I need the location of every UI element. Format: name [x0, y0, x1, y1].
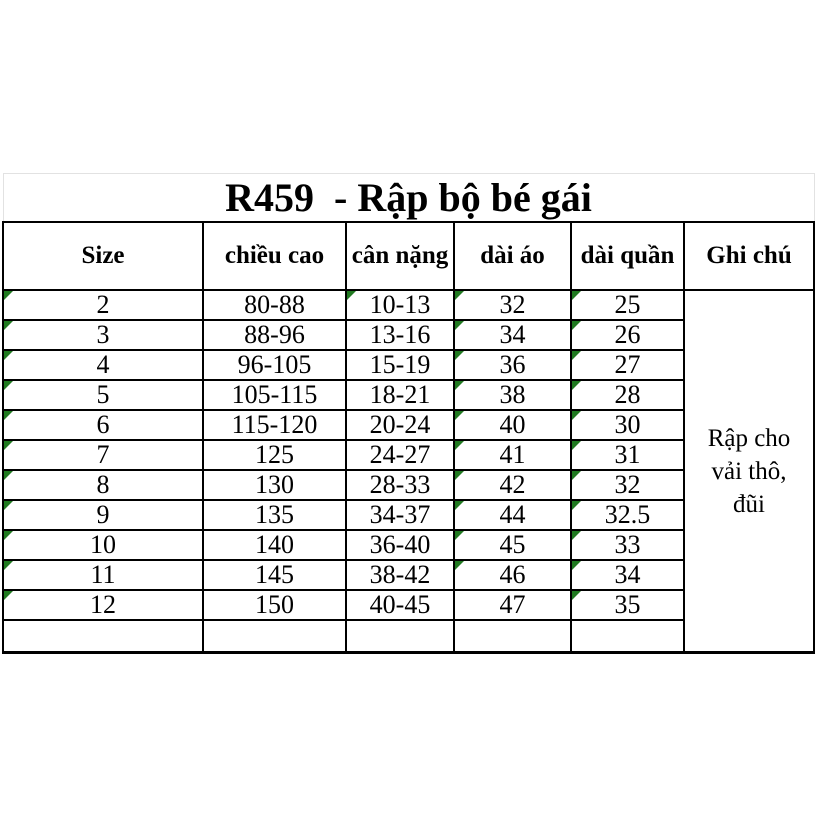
column-header-weight: cân nặng [346, 222, 454, 290]
table-cell [571, 440, 684, 470]
table-cell [346, 590, 454, 620]
table-cell [3, 410, 203, 440]
table-cell [3, 560, 203, 590]
table-cell [454, 440, 571, 470]
table-cell [346, 560, 454, 590]
cell-value: 96-105 [237, 350, 312, 379]
column-header-size: Size [3, 222, 203, 290]
cell-value: 36-40 [369, 530, 431, 559]
table-cell [571, 590, 684, 620]
cell-value: 88-96 [244, 320, 305, 349]
table-cell [571, 530, 684, 560]
column-header-shirt-length: dài áo [454, 222, 571, 290]
error-indicator-triangle-icon [572, 441, 581, 450]
table-cell [203, 470, 346, 500]
table-cell [454, 380, 571, 410]
cell-value: 38-42 [369, 560, 431, 589]
cell-value: 45 [499, 530, 526, 559]
cell-value: 28 [614, 380, 641, 409]
table-cell [454, 290, 571, 320]
cell-value: 125 [255, 440, 294, 469]
table-cell [3, 440, 203, 470]
table-cell [203, 530, 346, 560]
cell-value: 32 [499, 290, 526, 319]
title-row [3, 174, 814, 223]
cell-value: 115-120 [231, 410, 318, 439]
table-cell [203, 320, 346, 350]
error-indicator-triangle-icon [455, 561, 464, 570]
cell-value: 28-33 [369, 470, 431, 499]
table-cell [346, 320, 454, 350]
cell-value: 9 [96, 500, 110, 529]
table-cell [346, 530, 454, 560]
cell-value: 20-24 [369, 410, 431, 439]
table-cell [454, 500, 571, 530]
error-indicator-triangle-icon [455, 411, 464, 420]
table-cell [3, 470, 203, 500]
table-cell [454, 470, 571, 500]
cell-value: 41 [499, 440, 526, 469]
error-indicator-triangle-icon [572, 351, 581, 360]
cell-value: 25 [614, 290, 641, 319]
error-indicator-triangle-icon [455, 321, 464, 330]
table-cell [3, 500, 203, 530]
table-cell [571, 500, 684, 530]
table-row [3, 290, 814, 320]
table-cell [203, 500, 346, 530]
table-cell [346, 290, 454, 320]
table-cell [203, 380, 346, 410]
cell-value: 135 [255, 500, 294, 529]
size-chart-sheet [2, 173, 813, 654]
cell-value: 35 [614, 590, 641, 619]
page-title: R459 - Rập bộ bé gái [3, 174, 814, 223]
table-cell [203, 290, 346, 320]
cell-value: 12 [90, 590, 116, 619]
column-header-pants-length: dài quần [571, 222, 684, 290]
error-indicator-triangle-icon [572, 321, 581, 330]
cell-value: 47 [499, 590, 526, 619]
error-indicator-triangle-icon [572, 471, 581, 480]
table-cell [203, 590, 346, 620]
error-indicator-triangle-icon [572, 291, 581, 300]
cell-value: 3 [96, 320, 110, 349]
error-indicator-triangle-icon [4, 321, 13, 330]
cell-value: 34-37 [369, 500, 431, 529]
table-cell [203, 350, 346, 380]
error-indicator-triangle-icon [4, 351, 13, 360]
table-cell [454, 410, 571, 440]
error-indicator-triangle-icon [455, 381, 464, 390]
table-cell [3, 290, 203, 320]
cell-value: 8 [96, 470, 110, 499]
error-indicator-triangle-icon [572, 501, 581, 510]
error-indicator-triangle-icon [572, 411, 581, 420]
empty-cell [571, 620, 684, 653]
table-cell [571, 320, 684, 350]
error-indicator-triangle-icon [4, 291, 13, 300]
cell-value: 33 [614, 530, 641, 559]
empty-cell [203, 620, 346, 653]
table-cell [203, 410, 346, 440]
table-cell [3, 320, 203, 350]
cell-value: 36 [499, 350, 526, 379]
error-indicator-triangle-icon [572, 591, 581, 600]
error-indicator-triangle-icon [4, 411, 13, 420]
table-cell [571, 380, 684, 410]
cell-value: 13-16 [369, 320, 431, 349]
table-cell [346, 500, 454, 530]
cell-value: 34 [499, 320, 526, 349]
table-cell [346, 440, 454, 470]
cell-value: 26 [614, 320, 641, 349]
error-indicator-triangle-icon [4, 501, 13, 510]
cell-value: 32.5 [604, 500, 651, 529]
table-cell [346, 350, 454, 380]
table-cell [571, 350, 684, 380]
error-indicator-triangle-icon [572, 381, 581, 390]
error-indicator-triangle-icon [4, 381, 13, 390]
cell-value: 31 [614, 440, 641, 469]
cell-value: 34 [614, 560, 641, 589]
table-cell [571, 410, 684, 440]
cell-value: 30 [614, 410, 641, 439]
cell-value: 18-21 [369, 380, 431, 409]
error-indicator-triangle-icon [4, 531, 13, 540]
cell-value: 105-115 [231, 380, 318, 409]
column-header-notes: Ghi chú [684, 222, 814, 290]
size-chart-table [2, 173, 815, 654]
error-indicator-triangle-icon [455, 531, 464, 540]
table-cell [571, 470, 684, 500]
error-indicator-triangle-icon [4, 441, 13, 450]
table-cell [3, 350, 203, 380]
cell-value: 40-45 [369, 590, 431, 619]
cell-value: 15-19 [369, 350, 431, 379]
cell-value: 42 [499, 470, 526, 499]
table-cell [571, 560, 684, 590]
column-header-height: chiều cao [203, 222, 346, 290]
table-cell [203, 440, 346, 470]
table-cell [346, 410, 454, 440]
error-indicator-triangle-icon [455, 351, 464, 360]
error-indicator-triangle-icon [4, 561, 13, 570]
header-row [3, 222, 814, 290]
error-indicator-triangle-icon [455, 471, 464, 480]
table-cell [346, 470, 454, 500]
cell-value: 10-13 [369, 290, 431, 319]
error-indicator-triangle-icon [4, 471, 13, 480]
cell-value: 145 [255, 560, 294, 589]
size-table-body [3, 174, 814, 653]
cell-value: 44 [499, 500, 526, 529]
error-indicator-triangle-icon [347, 291, 356, 300]
table-cell [454, 320, 571, 350]
table-cell [3, 590, 203, 620]
cell-value: 46 [499, 560, 526, 589]
cell-value: 130 [255, 470, 294, 499]
table-cell [454, 590, 571, 620]
table-cell [3, 530, 203, 560]
table-cell [3, 380, 203, 410]
notes-merged-cell: Rập cho vải thô, đũi [684, 290, 814, 653]
table-cell [454, 350, 571, 380]
cell-value: 27 [614, 350, 641, 379]
cell-value: 40 [499, 410, 526, 439]
table-cell [454, 560, 571, 590]
table-cell [203, 560, 346, 590]
cell-value: 10 [90, 530, 116, 559]
table-cell [454, 530, 571, 560]
cell-value: 140 [255, 530, 294, 559]
cell-value: 5 [96, 380, 110, 409]
cell-value: 24-27 [369, 440, 431, 469]
error-indicator-triangle-icon [572, 561, 581, 570]
error-indicator-triangle-icon [572, 531, 581, 540]
cell-value: 7 [96, 440, 110, 469]
cell-value: 2 [96, 290, 110, 319]
empty-cell [3, 620, 203, 653]
cell-value: 80-88 [244, 290, 305, 319]
cell-value: 38 [499, 380, 526, 409]
error-indicator-triangle-icon [455, 501, 464, 510]
empty-cell [346, 620, 454, 653]
error-indicator-triangle-icon [455, 441, 464, 450]
error-indicator-triangle-icon [455, 291, 464, 300]
cell-value: 11 [90, 560, 116, 589]
cell-value: 32 [614, 470, 641, 499]
table-cell [346, 380, 454, 410]
empty-cell [454, 620, 571, 653]
cell-value: 150 [255, 590, 294, 619]
table-cell [571, 290, 684, 320]
error-indicator-triangle-icon [4, 591, 13, 600]
cell-value: 4 [96, 350, 110, 379]
cell-value: 6 [96, 410, 110, 439]
